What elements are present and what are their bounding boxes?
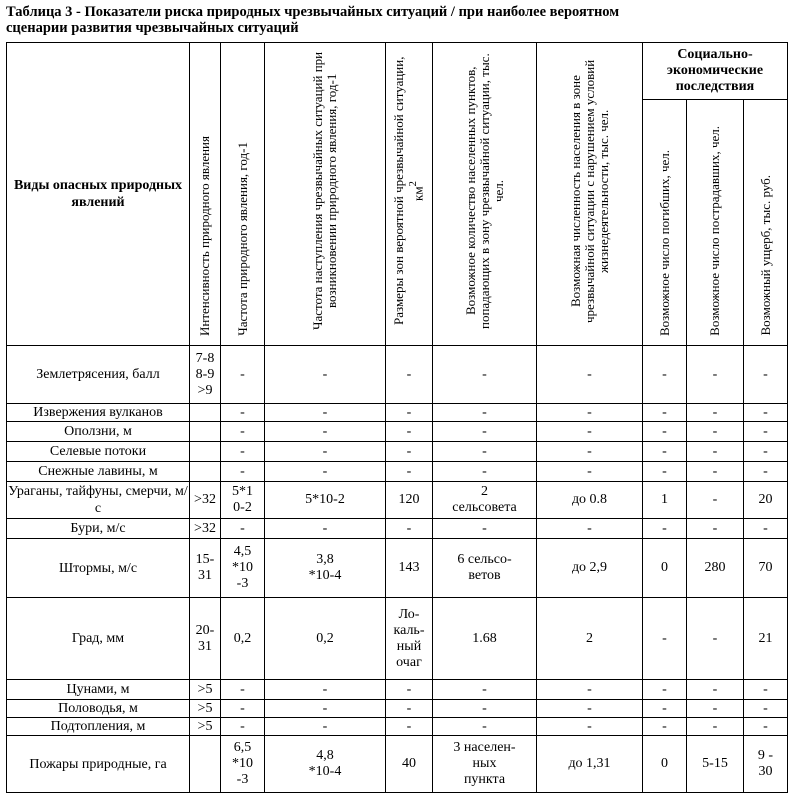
header-population: [537, 43, 643, 346]
cell-population: -: [537, 346, 643, 404]
cell-settlements: -: [433, 519, 537, 539]
cell-es-frequency: -: [265, 422, 386, 442]
cell-es-frequency: -: [265, 442, 386, 462]
cell-intensity: [190, 422, 221, 442]
cell-damage: -: [744, 680, 788, 700]
header-social-label: Социально-экономические последствия: [666, 47, 764, 95]
cell-es-frequency: -: [265, 462, 386, 482]
header-settlements-label: Возможное количество населенных пунктов, попадающих в зону чрезвычайной ситуации, тыс. чел.: [462, 53, 506, 329]
table-row: [7, 700, 788, 718]
cell-es-frequency: 0,2: [265, 598, 386, 680]
cell-injured: -: [687, 482, 744, 519]
table-row: [7, 346, 788, 404]
cell-damage: 21: [744, 598, 788, 680]
cell-deaths: -: [643, 346, 687, 404]
cell-name: Бури, м/с: [7, 519, 190, 539]
cell-deaths: 0: [643, 736, 687, 793]
cell-frequency: -: [221, 346, 265, 404]
table-row: [7, 482, 788, 519]
header-es-frequency-label: Частота наступления чрезвычайных ситуаций при возникновении природного явления, год-1: [310, 51, 339, 331]
table-caption: [6, 4, 786, 36]
header-injured-label: Возможное число пострадавших, чел.: [707, 126, 722, 336]
cell-es-frequency: 4,8 *10-4: [265, 736, 386, 793]
cell-name: Землетрясения, балл: [7, 346, 190, 404]
cell-population: -: [537, 718, 643, 736]
cell-zone: -: [386, 700, 433, 718]
cell-name: Ураганы, тайфуны, смерчи, м/с: [7, 482, 190, 519]
cell-zone: -: [386, 519, 433, 539]
cell-frequency: -: [221, 404, 265, 422]
cell-injured: 5-15: [687, 736, 744, 793]
cell-frequency: -: [221, 718, 265, 736]
cell-name: Извержения вулканов: [7, 404, 190, 422]
cell-settlements: -: [433, 404, 537, 422]
cell-intensity: >5: [190, 718, 221, 736]
header-kind-label: Виды опасных природных явлений: [13, 178, 183, 210]
cell-settlements: -: [433, 346, 537, 404]
cell-settlements: 1.68: [433, 598, 537, 680]
header-intensity: [190, 43, 221, 346]
cell-intensity: >32: [190, 482, 221, 519]
cell-population: -: [537, 680, 643, 700]
cell-es-frequency: -: [265, 519, 386, 539]
cell-frequency: -: [221, 422, 265, 442]
cell-es-frequency: 5*10-2: [265, 482, 386, 519]
cell-damage: 70: [744, 539, 788, 598]
cell-zone: -: [386, 422, 433, 442]
cell-damage: -: [744, 462, 788, 482]
cell-intensity: >5: [190, 700, 221, 718]
cell-name: Град, мм: [7, 598, 190, 680]
table-row: [7, 519, 788, 539]
cell-injured: -: [687, 422, 744, 442]
cell-zone: -: [386, 346, 433, 404]
cell-deaths: -: [643, 598, 687, 680]
cell-zone: -: [386, 442, 433, 462]
cell-population: 2: [537, 598, 643, 680]
cell-deaths: 0: [643, 539, 687, 598]
cell-injured: -: [687, 462, 744, 482]
header-frequency: [221, 43, 265, 346]
table-row: [7, 718, 788, 736]
table-row: [7, 598, 788, 680]
cell-name: Штормы, м/с: [7, 539, 190, 598]
cell-intensity: [190, 404, 221, 422]
cell-zone: -: [386, 404, 433, 422]
table-row: [7, 442, 788, 462]
cell-deaths: -: [643, 680, 687, 700]
header-settlements: [433, 43, 537, 346]
cell-settlements: -: [433, 680, 537, 700]
cell-name: Пожары природные, га: [7, 736, 190, 793]
cell-injured: -: [687, 404, 744, 422]
cell-settlements: 2 сельсовета: [433, 482, 537, 519]
cell-population: до 1,31: [537, 736, 643, 793]
cell-settlements: -: [433, 462, 537, 482]
cell-damage: -: [744, 442, 788, 462]
cell-injured: -: [687, 519, 744, 539]
header-injured: [687, 100, 744, 346]
cell-settlements: -: [433, 442, 537, 462]
header-social: [643, 43, 788, 100]
header-kind: [7, 43, 190, 346]
table-row: [7, 422, 788, 442]
cell-deaths: -: [643, 718, 687, 736]
cell-es-frequency: 3,8 *10-4: [265, 539, 386, 598]
header-zone-size-label: [392, 43, 425, 340]
cell-settlements: -: [433, 718, 537, 736]
cell-zone: 143: [386, 539, 433, 598]
cell-frequency: 4,5 *10 -3: [221, 539, 265, 598]
cell-name: Селевые потоки: [7, 442, 190, 462]
cell-frequency: 5*1 0-2: [221, 482, 265, 519]
cell-frequency: -: [221, 519, 265, 539]
header-deaths-label: Возможное число погибших, чел.: [656, 149, 672, 336]
cell-deaths: 1: [643, 482, 687, 519]
cell-settlements: 3 населен- ных пункта: [433, 736, 537, 793]
cell-es-frequency: -: [265, 718, 386, 736]
cell-intensity: [190, 442, 221, 462]
header-damage: [744, 100, 788, 346]
cell-damage: 9 - 30: [744, 736, 788, 793]
cell-injured: -: [687, 718, 744, 736]
cell-damage: -: [744, 404, 788, 422]
cell-intensity: 7-8 8-9 >9: [190, 346, 221, 404]
cell-es-frequency: -: [265, 346, 386, 404]
cell-injured: -: [687, 442, 744, 462]
cell-population: до 0.8: [537, 482, 643, 519]
cell-frequency: -: [221, 462, 265, 482]
cell-settlements: -: [433, 700, 537, 718]
cell-zone: -: [386, 462, 433, 482]
risk-indicators-table: [6, 42, 788, 793]
cell-population: -: [537, 700, 643, 718]
cell-damage: -: [744, 346, 788, 404]
table-row: [7, 539, 788, 598]
cell-name: Подтопления, м: [7, 718, 190, 736]
cell-intensity: 20- 31: [190, 598, 221, 680]
header-zone-size: [386, 43, 433, 346]
cell-population: -: [537, 404, 643, 422]
cell-zone: 40: [386, 736, 433, 793]
cell-population: -: [537, 462, 643, 482]
cell-intensity: [190, 736, 221, 793]
cell-zone: -: [386, 718, 433, 736]
header-frequency-label: Частота природного явления, год-1: [234, 142, 250, 336]
cell-injured: 280: [687, 539, 744, 598]
table-row: [7, 736, 788, 793]
cell-damage: -: [744, 519, 788, 539]
cell-population: до 2,9: [537, 539, 643, 598]
cell-frequency: -: [221, 680, 265, 700]
cell-intensity: >5: [190, 680, 221, 700]
header-intensity-label: Интенсивность природного явления: [197, 136, 212, 336]
table-row: [7, 462, 788, 482]
cell-zone: Ло- каль- ный очаг: [386, 598, 433, 680]
cell-damage: -: [744, 700, 788, 718]
cell-deaths: -: [643, 404, 687, 422]
cell-deaths: -: [643, 700, 687, 718]
cell-injured: -: [687, 700, 744, 718]
cell-damage: -: [744, 718, 788, 736]
cell-intensity: [190, 462, 221, 482]
cell-es-frequency: -: [265, 404, 386, 422]
cell-intensity: 15- 31: [190, 539, 221, 598]
cell-frequency: -: [221, 700, 265, 718]
cell-deaths: -: [643, 442, 687, 462]
header-damage-label: Возможный ущерб, тыс. руб.: [757, 175, 773, 336]
table-row: [7, 404, 788, 422]
cell-zone: 120: [386, 482, 433, 519]
cell-es-frequency: -: [265, 680, 386, 700]
cell-name: Цунами, м: [7, 680, 190, 700]
cell-name: Снежные лавины, м: [7, 462, 190, 482]
cell-name: Половодья, м: [7, 700, 190, 718]
cell-injured: -: [687, 346, 744, 404]
cell-damage: -: [744, 422, 788, 442]
cell-deaths: -: [643, 519, 687, 539]
cell-injured: -: [687, 680, 744, 700]
cell-settlements: 6 сельсо- ветов: [433, 539, 537, 598]
cell-deaths: -: [643, 422, 687, 442]
cell-zone: -: [386, 680, 433, 700]
header-population-label: Возможная численность населения в зоне чрезвычайной ситуации с нарушением условий жизнедеятельности, тыс. чел.: [567, 59, 611, 323]
cell-frequency: 0,2: [221, 598, 265, 680]
header-zone-size-sup: 2: [407, 181, 420, 187]
table-body: [7, 346, 788, 793]
header-deaths: [643, 100, 687, 346]
cell-intensity: >32: [190, 519, 221, 539]
header-es-frequency: [265, 43, 386, 346]
cell-population: -: [537, 519, 643, 539]
table-row: [7, 680, 788, 700]
caption-line-1: Таблица 3 - Показатели риска природных чрезвычайных ситуаций / при наиболее вероятном: [6, 4, 620, 20]
cell-name: Оползни, м: [7, 422, 190, 442]
cell-population: -: [537, 422, 643, 442]
cell-deaths: -: [643, 462, 687, 482]
cell-injured: -: [687, 598, 744, 680]
cell-es-frequency: -: [265, 700, 386, 718]
cell-frequency: 6,5 *10 -3: [221, 736, 265, 793]
caption-line-2: сценарии развития чрезвычайных ситуаций: [6, 20, 299, 36]
cell-settlements: -: [433, 422, 537, 442]
header-zone-size-text: Размеры зон вероятной чрезвычайной ситуации, км: [391, 56, 426, 326]
cell-damage: 20: [744, 482, 788, 519]
cell-population: -: [537, 442, 643, 462]
cell-frequency: -: [221, 442, 265, 462]
